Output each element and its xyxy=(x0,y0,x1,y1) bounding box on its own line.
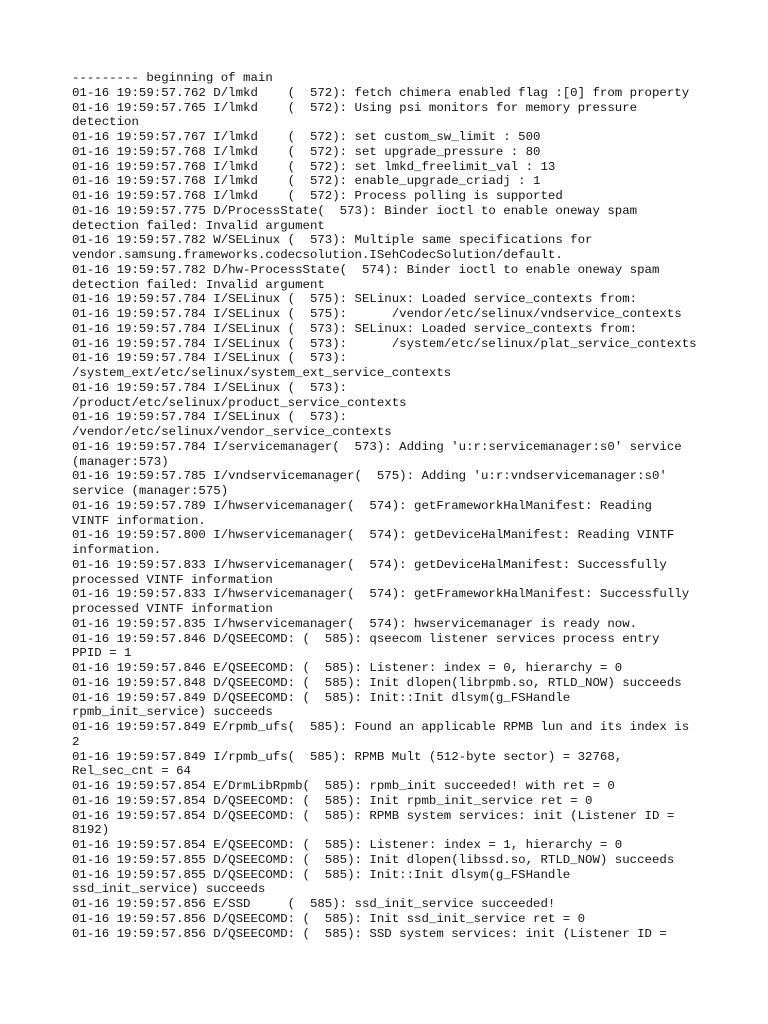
log-line: 01-16 19:59:57.854 D/QSEECOMD: ( 585): Init rpmb_init_service ret = 0 xyxy=(72,793,593,808)
log-line: 01-16 19:59:57.782 W/SELinux ( 573): Multiple same specifications for xyxy=(72,233,593,248)
log-line: 01-16 19:59:57.784 I/SELinux ( 573): xyxy=(72,380,348,395)
log-line: 01-16 19:59:57.856 D/QSEECOMD: ( 585): Init ssd_init_service ret = 0 xyxy=(72,911,586,926)
log-line: 01-16 19:59:57.782 D/hw-ProcessState( 574): Binder ioctl to enable oneway spam xyxy=(72,262,660,277)
log-line: 01-16 19:59:57.767 I/lmkd ( 572): set custom_sw_limit : 500 xyxy=(72,130,541,144)
log-line: 01-16 19:59:57.784 I/SELinux ( 573): SELinux: Loaded service_contexts from: xyxy=(72,321,638,336)
log-line: 01-16 19:59:57.768 I/lmkd ( 572): set upgrade_pressure : 80 xyxy=(72,144,541,159)
log-line: 01-16 19:59:57.784 I/SELinux ( 573): xyxy=(72,410,348,425)
log-line: detection failed: Invalid argument xyxy=(72,218,325,233)
log-line: 01-16 19:59:57.775 D/ProcessState( 573): Binder ioctl to enable oneway spam xyxy=(72,203,638,218)
log-line: 01-16 19:59:57.854 E/DrmLibRpmb( 585): rpmb_init succeeded! with ret = 0 xyxy=(72,779,615,793)
log-line: 01-16 19:59:57.855 D/QSEECOMD: ( 585): Init::Init dlsym(g_FSHandle xyxy=(72,867,571,882)
log-line: 01-16 19:59:57.784 I/SELinux ( 573): xyxy=(72,351,348,366)
log-line: 01-16 19:59:57.784 I/SELinux ( 573): /system/etc/selinux/plat_service_contexts xyxy=(72,336,697,351)
log-line: /system_ext/etc/selinux/system_ext_service_contexts xyxy=(72,366,452,380)
log-line: 01-16 19:59:57.846 D/QSEECOMD: ( 585): qseecom listener services process entry xyxy=(72,631,660,646)
log-line: information. xyxy=(72,543,162,557)
log-line: 01-16 19:59:57.849 E/rpmb_ufs( 585): Found an applicable RPMB lun and its index is xyxy=(72,720,690,734)
log-line: 01-16 19:59:57.768 I/lmkd ( 572): enable_upgrade_criadj : 1 xyxy=(72,174,541,189)
log-line: 01-16 19:59:57.833 I/hwservicemanager( 574): getDeviceHalManifest: Successfully xyxy=(72,557,667,572)
log-line: PPID = 1 xyxy=(72,646,132,661)
log-line xyxy=(72,941,712,956)
log-line: /vendor/etc/selinux/vendor_service_contexts xyxy=(72,425,392,439)
log-line: 01-16 19:59:57.849 I/rpmb_ufs( 585): RPMB Mult (512-byte sector) = 32768, xyxy=(72,749,623,764)
log-document xyxy=(72,71,712,956)
log-line: 01-16 19:59:57.856 E/SSD ( 585): ssd_init_service succeeded! xyxy=(72,897,556,911)
log-line: VINTF information. xyxy=(72,513,206,528)
log-line: 01-16 19:59:57.833 I/hwservicemanager( 574): getFrameworkHalManifest: Successfully xyxy=(72,587,690,602)
log-line: 01-16 19:59:57.768 I/lmkd ( 572): set lmkd_freelimit_val : 13 xyxy=(72,159,556,174)
log-line: 01-16 19:59:57.856 D/QSEECOMD: ( 585): SSD system services: init (Listener ID = xyxy=(72,926,667,941)
log-line: 01-16 19:59:57.855 D/QSEECOMD: ( 585): Init dlopen(libssd.so, RTLD_NOW) succeeds xyxy=(72,852,675,867)
log-line: /product/etc/selinux/product_service_contexts xyxy=(72,395,407,410)
log-line: 8192) xyxy=(72,823,110,838)
log-line: (manager:573) xyxy=(72,454,169,469)
log-line: 01-16 19:59:57.835 I/hwservicemanager( 574): hwservicemanager is ready now. xyxy=(72,616,638,631)
log-line: detection xyxy=(72,115,139,130)
log-line: 01-16 19:59:57.768 I/lmkd ( 572): Process polling is supported xyxy=(72,189,563,203)
log-line: 2 xyxy=(72,734,80,749)
log-line: processed VINTF information xyxy=(72,602,273,616)
log-line: --------- beginning of main xyxy=(72,71,273,85)
log-line: ssd_init_service) succeeds xyxy=(72,882,266,897)
log-line: rpmb_init_service) succeeds xyxy=(72,705,273,720)
log-line: 01-16 19:59:57.800 I/hwservicemanager( 574): getDeviceHalManifest: Reading VINTF xyxy=(72,528,675,543)
log-line: processed VINTF information xyxy=(72,572,273,587)
log-line: 01-16 19:59:57.848 D/QSEECOMD: ( 585): Init dlopen(librpmb.so, RTLD_NOW) succeeds xyxy=(72,675,682,690)
log-line: 01-16 19:59:57.854 D/QSEECOMD: ( 585): RPMB system services: init (Listener ID = xyxy=(72,808,675,823)
log-line: 01-16 19:59:57.784 I/servicemanager( 573): Adding 'u:r:servicemanager:s0' service xyxy=(72,439,682,454)
log-line: 01-16 19:59:57.854 E/QSEECOMD: ( 585): Listener: index = 1, hierarchy = 0 xyxy=(72,838,623,852)
log-line: Rel_sec_cnt = 64 xyxy=(72,764,191,779)
log-line: 01-16 19:59:57.784 I/SELinux ( 575): SELinux: Loaded service_contexts from: xyxy=(72,292,638,307)
log-line: 01-16 19:59:57.784 I/SELinux ( 575): /vendor/etc/selinux/vndservice_contexts xyxy=(72,307,682,321)
log-line: 01-16 19:59:57.765 I/lmkd ( 572): Using psi monitors for memory pressure xyxy=(72,100,638,115)
log-line: 01-16 19:59:57.789 I/hwservicemanager( 574): getFrameworkHalManifest: Reading xyxy=(72,498,652,513)
log-line: 01-16 19:59:57.785 I/vndservicemanager( 575): Adding 'u:r:vndservicemanager:s0' xyxy=(72,469,667,484)
log-line: vendor.samsung.frameworks.codecsolution.ISehCodecSolution/default. xyxy=(72,248,563,262)
log-line: detection failed: Invalid argument xyxy=(72,277,325,292)
log-line: service (manager:575) xyxy=(72,484,229,498)
log-line: 01-16 19:59:57.762 D/lmkd ( 572): fetch chimera enabled flag :[0] from property xyxy=(72,85,690,100)
log-line: 01-16 19:59:57.849 D/QSEECOMD: ( 585): Init::Init dlsym(g_FSHandle xyxy=(72,690,571,705)
log-line: 01-16 19:59:57.846 E/QSEECOMD: ( 585): Listener: index = 0, hierarchy = 0 xyxy=(72,661,623,675)
